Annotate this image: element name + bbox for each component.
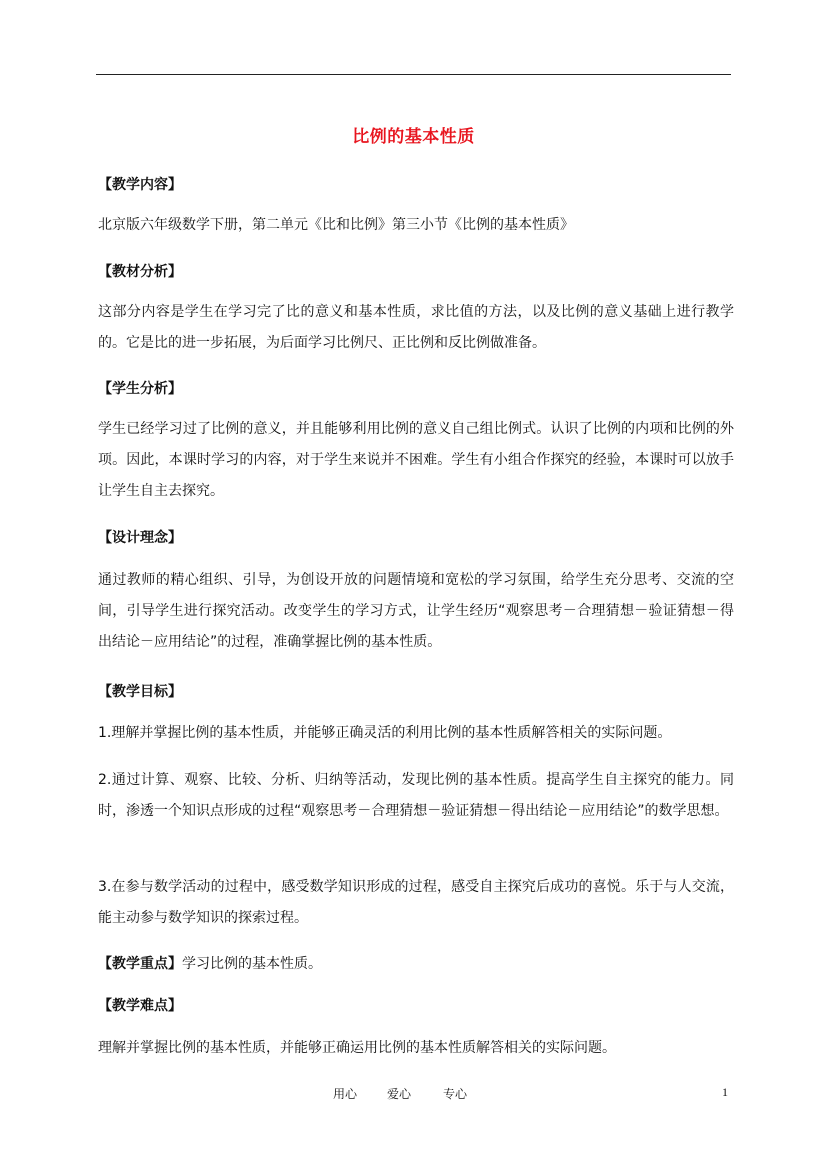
key-point-line [98,953,734,973]
heading-difficult-point: 【教学难点】 [98,998,182,1014]
para-design-concept: 通过教师的精心组织、引导，为创设开放的问题情境和宽松的学习氛围，给学生充分思考、交流的空间，引导学生进行探究活动。改变学生的学习方式，让学生经历“观察思考－合理猜想－验证猜想－得出结论－应用结论”的过程，准确掌握比例的基本性质。 [98,572,734,650]
key-point-text: 学习比例的基本性质。 [182,956,322,972]
footer-slogan-3: 专心 [443,1087,468,1101]
heading-teaching-goals: 【教学目标】 [98,684,182,700]
para-student-analysis: 学生已经学习过了比例的意义，并且能够利用比例的意义自己组比例式。认识了比例的内项和比例的外项。因此，本课时学习的内容，对于学生来说并不困难。学生有小组合作探究的经验，本课时可以放手让学生自主去探究。 [98,421,734,499]
page-number: 1 [722,1085,728,1099]
heading-teaching-content: 【教学内容】 [98,177,182,193]
footer-slogan-1: 用心 [333,1087,358,1101]
goal-item-3: 3.在参与数学活动的过程中，感受数学知识形成的过程，感受自主探究后成功的喜悦。乐于与人交流，能主动参与数学知识的探索过程。 [98,879,734,926]
goal-item-1: 1.理解并掌握比例的基本性质，并能够正确灵活的利用比例的基本性质解答相关的实际问题。 [98,725,672,741]
footer-slogan-2: 爱心 [387,1087,412,1101]
goal-item-2: 2.通过计算、观察、比较、分析、归纳等活动，发现比例的基本性质。提高学生自主探究的能力。同时，渗透一个知识点形成的过程“观察思考－合理猜想－验证猜想－得出结论－应用结论”的数学思想。 [98,772,734,819]
para-teaching-content: 北京版六年级数学下册，第二单元《比和比例》第三小节《比例的基本性质》 [98,217,574,233]
para-difficult-point: 理解并掌握比例的基本性质，并能够正确运用比例的基本性质解答相关的实际问题。 [98,1040,616,1056]
document-title: 比例的基本性质 [352,127,475,147]
heading-student-analysis: 【学生分析】 [98,381,182,397]
header-rule [96,74,731,75]
heading-key-point: 【教学重点】 [98,956,182,972]
heading-design-concept: 【设计理念】 [98,530,182,546]
heading-material-analysis: 【教材分析】 [98,264,182,280]
para-material-analysis: 这部分内容是学生在学习完了比的意义和基本性质，求比值的方法，以及比例的意义基础上进行教学的。它是比的进一步拓展，为后面学习比例尺、正比例和反比例做准备。 [98,304,734,351]
